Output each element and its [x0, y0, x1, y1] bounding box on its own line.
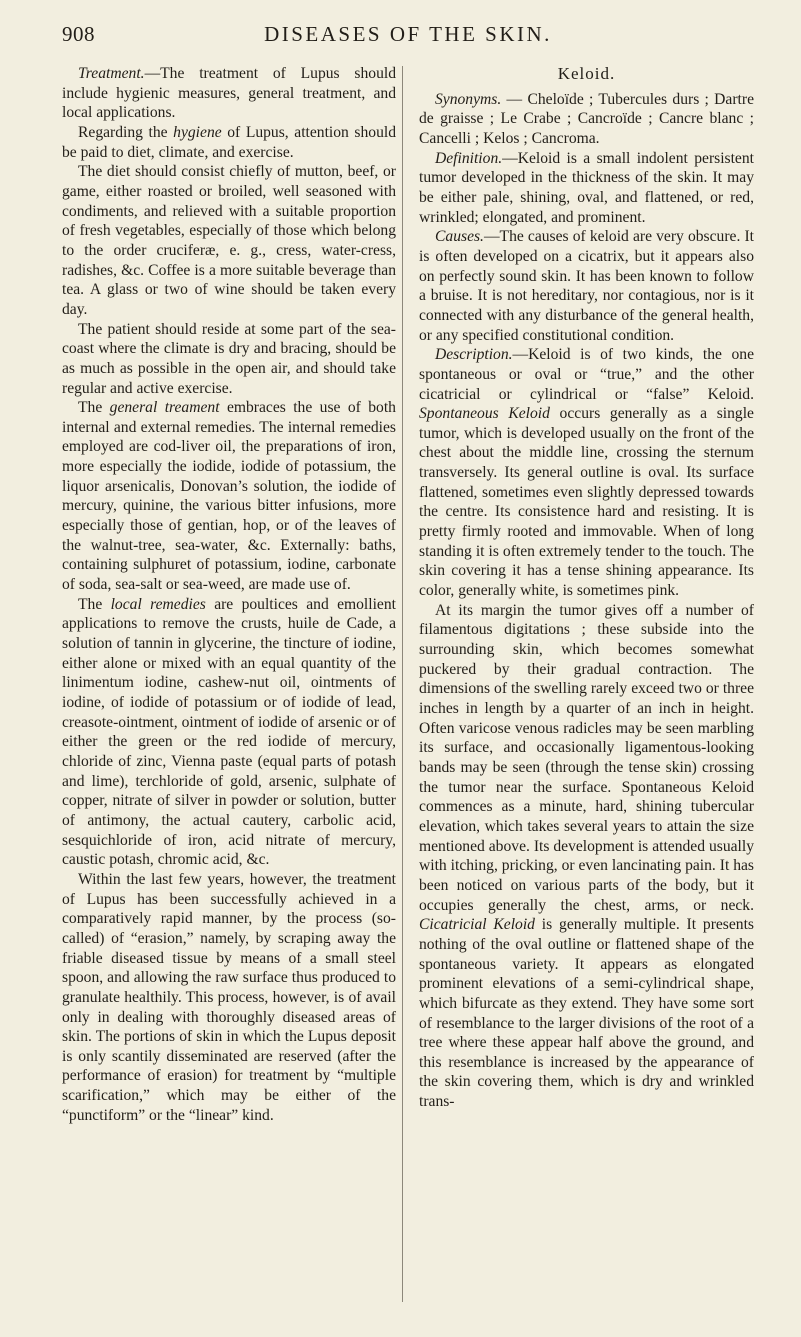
paragraph-synonyms: Synonyms. — Cheloïde ; Tubercules durs ; Dartre de graisse ; Le Crabe ; Cancroïde ; Cancre blanc ; Cancelli ; Kelos ; Cancroma.	[419, 90, 754, 147]
page-number: 908	[62, 22, 95, 46]
paragraph-definition: Definition.—Keloid is a small indolent persistent tumor developed in the thickness of the skin. It may be either pale, shining, oval, and flattened, or red, wrinkled; elongated, and prominent.	[419, 149, 754, 226]
section-heading-keloid: Keloid.	[557, 64, 616, 83]
paragraph-climate: The patient should reside at some part of the sea-coast where the climate is dry and bracing, should be as much as possible in the open air, and should take regular and active exercise.	[62, 320, 396, 397]
right-column	[419, 64, 754, 1112]
paragraph-erasion: Within the last few years, however, the treatment of Lupus has been successfully achieved in a comparatively rapid manner, by the process (so-called) of “erasion,” namely, by scraping away the friable diseased tissue by means of a small steel spoon, and allowing the raw surface thus produced to granulate healthily. This process, however, is of avail only in dealing with thoroughly diseased areas of skin. The portions of skin in which the Lupus deposit is only scantily disseminated are reserved (after the performance of erasion) for treatment by “multiple scarification,” which may be either of the “punctiform” or the “linear” kind.	[62, 870, 396, 1124]
paragraph-description: Description.—Keloid is of two kinds, the one spontaneous or oval or “true,” and the other cicatricial or cylindrical or “false” Keloid. Spontaneous Keloid occurs generally as a single tumor, which is developed usually on the front of the chest about the middle line, crossing the sternum transversely. Its general outline is oval. Its surface flattened, sometimes even slightly depressed towards the centre. Its consistence hard and resisting. It is pretty firmly rooted and immovable. When of long standing it is often extremely tender to the touch. The skin covering it has a tense shining appearance. Its color, generally white, is sometimes pink.	[419, 346, 754, 600]
paragraph-general-treatment: The general treament embraces the use of both internal and external remedies. The internal remedies employed are cod-liver oil, the preparations of iron, more especially the iodide, iodide of potassium, the liquor arsenicalis, Donovan’s solution, the iodide of mercury, quinine, the various bitter infusions, more especially those of gentian, hop, or of the leaves of the walnut-tree, sea-water, &c. Externally: baths, containing sulphuret of potassium, iodine, carbonate of soda, sea-salt or sea-weed, are made use of.	[62, 399, 396, 594]
paragraph-treatment: Treatment.—The treatment of Lupus should include hygienic measures, general treatment, and local applications.	[62, 65, 396, 122]
treatment-heading: Treatment.	[78, 65, 145, 82]
left-column	[62, 64, 396, 1125]
paragraph-causes: Causes.—The causes of keloid are very obscure. It is often developed on a cicatrix, but it appears also on perfectly sound skin. It has been known to follow a bruise. It is not hereditary, nor contagious, nor is it connected with any disturbance of the general health, or any specified constitutional condition.	[419, 228, 754, 344]
column-divider	[402, 66, 403, 1302]
paragraph-hygiene: Regarding the hygiene of Lupus, attention should be paid to diet, climate, and exercise.	[62, 123, 396, 161]
paragraph-diet: The diet should consist chiefly of mutton, beef, or game, either roasted or broiled, well seasoned with condiments, and relieved with a suitable proportion of fresh vegetables, especially of those which belong to the order cruciferæ, e. g., cress, water-cress, radishes, &c. Coffee is a more suitable beverage than tea. A glass or two of wine should be taken every day.	[62, 163, 396, 318]
running-title: DISEASES OF THE SKIN.	[264, 22, 552, 46]
paragraph-local-remedies: The local remedies are poultices and emollient applications to remove the crusts, huile de Cade, a solution of tannin in glycerine, the tincture of iodine, either alone or mixed with an equal quantity of the linimentum iodine, cashew-nut oil, ointments of iodine, of iodide of potassium or of iodide of lead, creasote-ointment, ointment of iodide of arsenic or of either the green or the red iodide of mercury, chloride of zinc, Vienna paste (equal parts of potash and lime), terchloride of gold, arsenic, sulphate of copper, nitrate of silver in powder or solution, butter of antimony, the actual cautery, carbolic acid, sesquichloride of iron, acid nitrate of mercury, caustic potash, chromic acid, &c.	[62, 595, 396, 869]
page-header	[62, 22, 754, 52]
paragraph-margin: At its margin the tumor gives off a number of filamentous digitations ; these subside into the surrounding skin, which becomes somewhat puckered by their gradual contraction. The dimensions of the swelling rarely exceed two or three inches in length by a quarter of an inch in height. Often varicose venous radicles may be seen marbling its surface, and occasionally ligamentous-looking bands may be seen (through the tense skin) crossing the tumor near the surface. Spontaneous Keloid commences as a minute, hard, shining tubercular elevation, which takes several years to attain the size mentioned above. Its development is attended usually with itching, pricking, or even lancinating pain. It has been noticed on various parts of the body, but it occupies generally the chest, arms, or neck. Cicatricial Keloid is generally multiple. It presents nothing of the oval outline or flattened shape of the spontaneous variety. It appears as elongated prominent elevations of a semi-cylindrical shape, which bifurcate as they extend. They have some sort of resemblance to the larger divisions of the root of a tree where these appear half above the ground, and this resemblance is increased by the appearance of the skin covering them, which is dry and wrinkled trans-	[419, 601, 754, 1111]
